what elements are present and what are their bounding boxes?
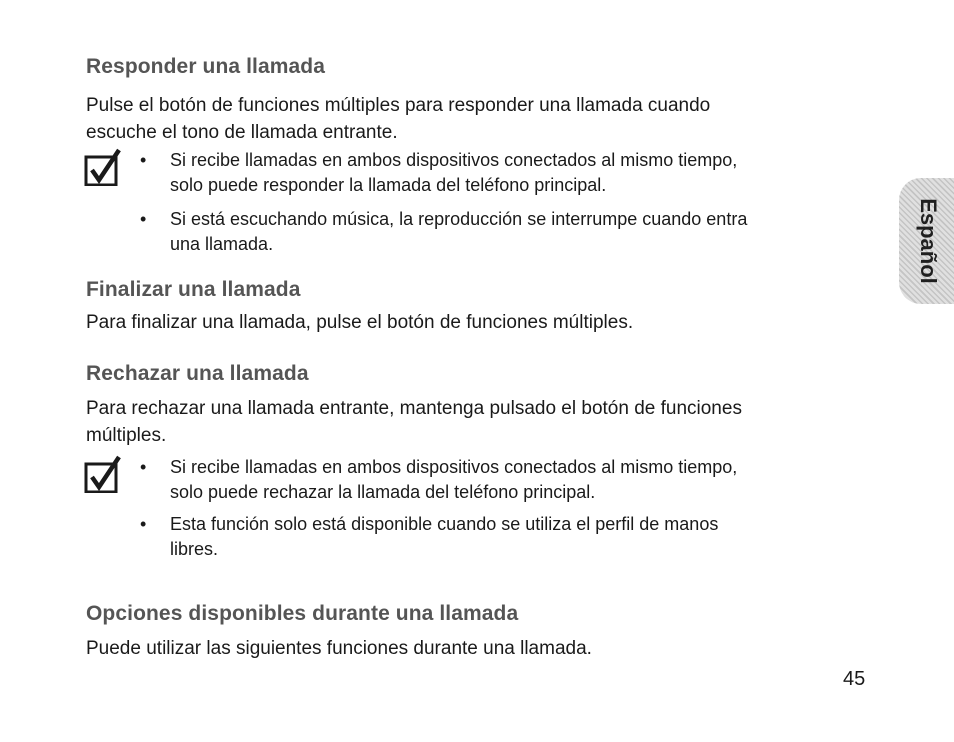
text-line: Para rechazar una llamada entrante, mantenga pulsado el botón de funciones xyxy=(86,398,742,419)
text-line: múltiples. xyxy=(86,425,167,446)
page-number: 45 xyxy=(843,668,866,690)
checkbox-note-icon xyxy=(84,148,122,186)
text-line: libres. xyxy=(170,539,219,559)
heading-opciones: Opciones disponibles durante una llamada xyxy=(86,602,519,625)
text-line: solo puede rechazar la llamada del teléfono principal. xyxy=(170,482,596,502)
paragraph-finalizar xyxy=(86,309,633,336)
list-item xyxy=(140,455,738,505)
bullet: • xyxy=(140,209,147,229)
text-line: Si recibe llamadas en ambos dispositivos conectados al mismo tiempo, xyxy=(170,457,738,477)
text-line: Puede utilizar las siguientes funciones durante una llamada. xyxy=(86,638,592,659)
text-line: una llamada. xyxy=(170,234,274,254)
language-tab-label: Español xyxy=(916,198,941,284)
bullet: • xyxy=(140,514,147,534)
paragraph-rechazar xyxy=(86,395,742,449)
text-line: Esta función solo está disponible cuando se utiliza el perfil de manos xyxy=(170,514,719,534)
list-item xyxy=(140,512,719,562)
heading-rechazar: Rechazar una llamada xyxy=(86,362,309,385)
bullet: • xyxy=(140,457,147,477)
text-line: solo puede responder la llamada del teléfono principal. xyxy=(170,175,607,195)
checkbox-note-icon xyxy=(84,455,122,493)
heading-finalizar: Finalizar una llamada xyxy=(86,278,301,301)
text-line: escuche el tono de llamada entrante. xyxy=(86,122,398,143)
text-line: Si está escuchando música, la reproducción se interrumpe cuando entra xyxy=(170,209,748,229)
paragraph-responder xyxy=(86,92,710,146)
list-item xyxy=(140,148,738,198)
heading-responder: Responder una llamada xyxy=(86,55,325,78)
paragraph-opciones xyxy=(86,635,592,662)
bullet: • xyxy=(140,150,147,170)
text-line: Pulse el botón de funciones múltiples para responder una llamada cuando xyxy=(86,95,711,116)
text-line: Para finalizar una llamada, pulse el botón de funciones múltiples. xyxy=(86,312,634,333)
text-line: Si recibe llamadas en ambos dispositivos conectados al mismo tiempo, xyxy=(170,150,738,170)
list-item xyxy=(140,207,748,257)
